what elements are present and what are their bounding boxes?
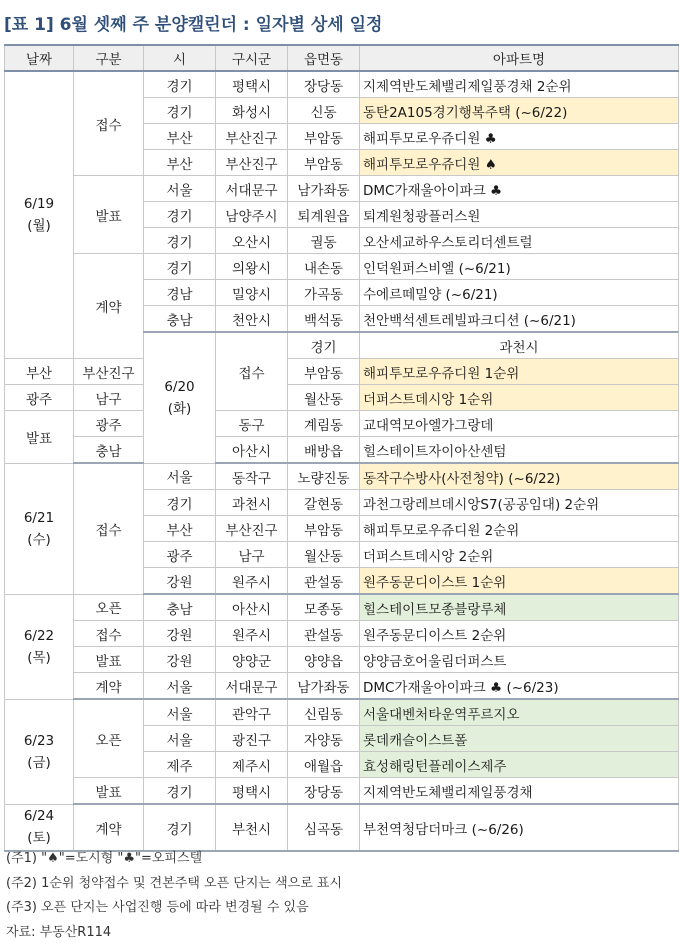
apartment-cell: DMC가재울아이파크 ♣ (~6/23) (360, 673, 679, 700)
apartment-cell: 과천그랑레브데시앙S7(공공임대) 2순위 (360, 490, 679, 516)
footnote-2: (주2) 1순위 청약접수 및 견본주택 오픈 단지는 색으로 표시 (6, 875, 343, 891)
town-cell: 모종동 (288, 594, 360, 621)
district-cell: 부산진구 (216, 150, 288, 176)
apartment-cell: 교대역모아엘가그랑데 (360, 411, 679, 437)
town-cell: 백석동 (288, 306, 360, 333)
city-cell: 경기 (144, 202, 216, 228)
type-cell: 접수 (74, 621, 144, 647)
date-cell: 6/19 (월) (5, 71, 74, 359)
apartment-cell: 효성해링턴플레이스제주 (360, 752, 679, 778)
city-cell: 서울 (144, 726, 216, 752)
city-cell: 부산 (144, 124, 216, 150)
apartment-cell: 수에르떼밀양 (~6/21) (360, 280, 679, 306)
town-cell: 월산동 (288, 385, 360, 411)
city-cell: 경기 (288, 332, 360, 359)
city-cell: 경기 (144, 228, 216, 254)
district-cell: 아산시 (216, 594, 288, 621)
city-cell: 광주 (144, 542, 216, 568)
town-cell: 관설동 (288, 621, 360, 647)
footnote-3: (주3) 오픈 단지는 사업진행 등에 따라 변경될 수 있음 (6, 900, 309, 915)
town-cell: 배방읍 (288, 437, 360, 464)
city-cell: 충남 (144, 306, 216, 333)
town-cell: 월산동 (288, 542, 360, 568)
type-cell: 발표 (74, 778, 144, 805)
table-row (5, 359, 679, 385)
footnotes (6, 847, 342, 945)
source-note: 자료: 부동산R114 (6, 924, 112, 940)
apartment-cell: 더퍼스트데시앙 2순위 (360, 542, 679, 568)
town-cell: 부암동 (288, 150, 360, 176)
header-city: 시 (144, 45, 216, 71)
date-cell: 6/23 (금) (5, 699, 74, 804)
apartment-cell: 동작구수방사(사전청약) (~6/22) (360, 463, 679, 490)
town-cell: 계림동 (288, 411, 360, 437)
town-cell: 퇴계원읍 (288, 202, 360, 228)
apartment-cell: 인덕원퍼스비엘 (~6/21) (360, 254, 679, 280)
table-row (5, 463, 679, 490)
schedule-table (4, 44, 679, 852)
city-cell: 경기 (144, 98, 216, 124)
apartment-cell: 천안백석센트레빌파크디션 (~6/21) (360, 306, 679, 333)
header-type: 구분 (74, 45, 144, 71)
type-cell: 발표 (5, 411, 74, 464)
town-cell: 신림동 (288, 699, 360, 726)
apartment-cell: 힐스테이트모종블랑루체 (360, 594, 679, 621)
town-cell: 애월읍 (288, 752, 360, 778)
apartment-cell: 더퍼스트데시앙 1순위 (360, 385, 679, 411)
town-cell: 노량진동 (288, 463, 360, 490)
table-row (5, 621, 679, 647)
apartment-cell: 해피투모로우쥬디원 1순위 (360, 359, 679, 385)
apartment-cell: 양양금호어울림더퍼스트 (360, 647, 679, 673)
apartment-cell: 원주동문디이스트 2순위 (360, 621, 679, 647)
table-row (5, 699, 679, 726)
district-cell: 오산시 (216, 228, 288, 254)
town-cell: 남가좌동 (288, 673, 360, 700)
district-cell: 양양군 (216, 647, 288, 673)
table-row (5, 647, 679, 673)
city-cell: 부산 (5, 359, 74, 385)
town-cell: 내손동 (288, 254, 360, 280)
type-cell: 접수 (74, 463, 144, 594)
city-cell: 경기 (144, 778, 216, 805)
type-cell: 계약 (74, 673, 144, 700)
type-cell: 접수 (216, 332, 288, 411)
header-district: 구시군 (216, 45, 288, 71)
district-cell: 아산시 (216, 437, 288, 464)
type-cell: 계약 (74, 254, 144, 359)
city-cell: 경기 (144, 254, 216, 280)
city-cell: 광주 (5, 385, 74, 411)
header-town: 읍면동 (288, 45, 360, 71)
district-cell: 부산진구 (216, 516, 288, 542)
district-cell: 남구 (74, 385, 144, 411)
table-row (5, 437, 679, 464)
district-cell: 서대문구 (216, 673, 288, 700)
town-cell: 갈현동 (288, 490, 360, 516)
header-apartment: 아파트명 (360, 45, 679, 71)
table-title: [표 1] 6월 셋째 주 분양캘린더 : 일자별 상세 일정 (4, 15, 383, 35)
district-cell: 화성시 (216, 98, 288, 124)
table-row (5, 804, 679, 851)
town-cell: 부암동 (288, 516, 360, 542)
district-cell: 의왕시 (216, 254, 288, 280)
type-cell: 계약 (74, 804, 144, 851)
district-cell: 천안시 (216, 306, 288, 333)
apartment-cell: 서울대벤처타운역푸르지오 (360, 699, 679, 726)
district-cell: 평택시 (216, 778, 288, 805)
apartment-cell: 해피투모로우쥬디원 ♣ (360, 124, 679, 150)
apartment-cell: 해피투모로우쥬디원 2순위 (360, 516, 679, 542)
apartment-cell: 원주동문디이스트 1순위 (360, 568, 679, 595)
district-cell: 부천시 (216, 804, 288, 851)
type-cell: 발표 (74, 647, 144, 673)
table-row (5, 176, 679, 202)
district-cell: 광진구 (216, 726, 288, 752)
district-cell: 과천시 (216, 490, 288, 516)
city-cell: 충남 (74, 437, 144, 464)
date-cell: 6/22 (목) (5, 594, 74, 699)
city-cell: 경기 (144, 804, 216, 851)
city-cell: 부산 (144, 150, 216, 176)
district-cell: 원주시 (216, 621, 288, 647)
district-cell: 부산진구 (74, 359, 144, 385)
city-cell: 충남 (144, 594, 216, 621)
town-cell: 신동 (288, 98, 360, 124)
apartment-cell: 퇴계원청광플러스원 (360, 202, 679, 228)
city-cell: 서울 (144, 699, 216, 726)
district-cell: 남구 (216, 542, 288, 568)
district-cell: 서대문구 (216, 176, 288, 202)
town-cell: 남가좌동 (288, 176, 360, 202)
date-cell: 6/21 (수) (5, 463, 74, 594)
city-cell: 경남 (144, 280, 216, 306)
city-cell: 강원 (144, 568, 216, 595)
apartment-cell: 지제역반도체밸리제일풍경채 (360, 778, 679, 805)
district-cell: 남양주시 (216, 202, 288, 228)
district-cell: 평택시 (216, 71, 288, 98)
city-cell: 부산 (144, 516, 216, 542)
type-cell: 접수 (74, 71, 144, 176)
district-cell: 동작구 (216, 463, 288, 490)
type-cell: 발표 (74, 176, 144, 254)
town-cell: 장당동 (288, 71, 360, 98)
district-cell: 부산진구 (216, 124, 288, 150)
city-cell: 경기 (144, 490, 216, 516)
date-cell: 6/20 (화) (144, 332, 216, 463)
type-cell: 오픈 (74, 699, 144, 778)
table-row (5, 778, 679, 805)
town-cell: 심곡동 (288, 804, 360, 851)
table-row (5, 254, 679, 280)
town-cell: 부암동 (288, 124, 360, 150)
district-cell: 과천시 (360, 332, 679, 359)
district-cell: 제주시 (216, 752, 288, 778)
apartment-cell: 롯데캐슬이스트폴 (360, 726, 679, 752)
apartment-cell: 부천역청담더마크 (~6/26) (360, 804, 679, 851)
city-cell: 광주 (74, 411, 144, 437)
apartment-cell: 지제역반도체밸리제일풍경채 2순위 (360, 71, 679, 98)
city-cell: 강원 (144, 647, 216, 673)
table-row (5, 385, 679, 411)
district-cell: 동구 (216, 411, 288, 437)
type-cell: 오픈 (74, 594, 144, 621)
district-cell: 원주시 (216, 568, 288, 595)
apartment-cell: DMC가재울아이파크 ♣ (360, 176, 679, 202)
district-cell: 관악구 (216, 699, 288, 726)
table-body (5, 71, 679, 851)
town-cell: 관설동 (288, 568, 360, 595)
table-row (5, 71, 679, 98)
town-cell: 장당동 (288, 778, 360, 805)
date-cell: 6/24 (토) (5, 804, 74, 851)
header-row (5, 45, 679, 71)
city-cell: 서울 (144, 463, 216, 490)
table-row (5, 594, 679, 621)
city-cell: 경기 (144, 71, 216, 98)
town-cell: 가곡동 (288, 280, 360, 306)
apartment-cell: 힐스테이트자이아산센텀 (360, 437, 679, 464)
apartment-cell: 해피투모로우쥬디원 ♠ (360, 150, 679, 176)
city-cell: 서울 (144, 673, 216, 700)
apartment-cell: 동탄2A105경기행복주택 (~6/22) (360, 98, 679, 124)
apartment-cell: 오산세교하우스토리더센트럴 (360, 228, 679, 254)
city-cell: 서울 (144, 176, 216, 202)
table-row (5, 411, 679, 437)
town-cell: 부암동 (288, 359, 360, 385)
town-cell: 양양읍 (288, 647, 360, 673)
table-header (5, 45, 679, 71)
town-cell: 궐동 (288, 228, 360, 254)
city-cell: 제주 (144, 752, 216, 778)
footnote-1: (주1) "♠"=도시형 "♣"=오피스텔 (6, 851, 203, 866)
district-cell: 밀양시 (216, 280, 288, 306)
table-row (5, 673, 679, 700)
town-cell: 자양동 (288, 726, 360, 752)
city-cell: 강원 (144, 621, 216, 647)
header-date: 날짜 (5, 45, 74, 71)
